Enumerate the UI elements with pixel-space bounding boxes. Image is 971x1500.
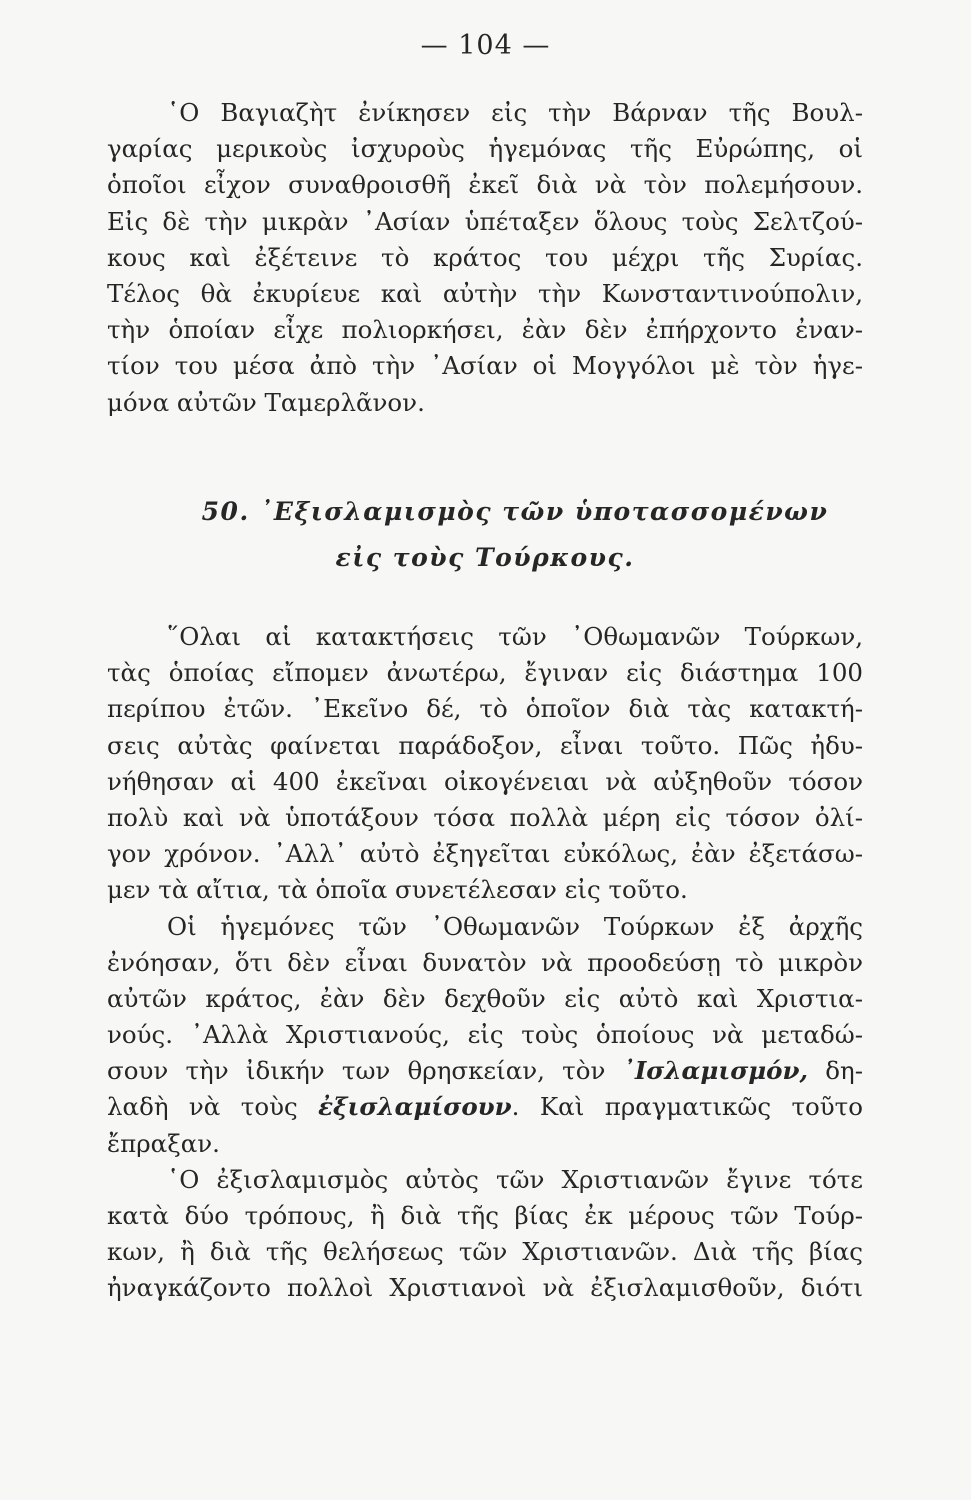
section-heading-line-1: 50. ᾿Εξισλαμισμὸς τῶν ὑποτασσομένων: [201, 497, 829, 526]
text-fragment: δη-: [808, 1056, 863, 1086]
text-line: ἠναγκάζοντο πολλοὶ Χριστιανοὶ νὰ ἐξισλαμισθοῦν, διότι: [107, 1273, 863, 1303]
text-line: ῞Ολαι αἱ κατακτήσεις τῶν ᾿Οθωμανῶν Τούρκων,: [167, 622, 863, 651]
text-line: πολὺ καὶ νὰ ὑποτάξουν τόσα πολλὰ μέρη εἰς τόσον ὀλί-: [107, 802, 863, 832]
text-line: Οἱ ἡγεμόνες τῶν ᾿Οθωμανῶν Τούρκων ἐξ ἀρχῆς: [167, 911, 863, 941]
text-line: τίον του μέσα ἀπὸ τὴν ᾿Ασίαν οἱ Μογγόλοι μὲ τὸν ἡγε-: [107, 351, 863, 381]
text-line: [107, 1089, 863, 1125]
page-number: — 104 —: [420, 30, 551, 61]
text-line: περίπου ἐτῶν. ᾿Εκεῖνο δέ, τὸ ὁποῖον διὰ τὰς κατακτή-: [107, 694, 863, 724]
paragraph-1: [107, 95, 863, 421]
text-line: ῾Ο Βαγιαζὴτ ἐνίκησεν εἰς τὴν Βάρναν τῆς Βουλ-: [167, 98, 863, 127]
section-heading-line-2: εἰς τοὺς Τούρκους.: [335, 543, 635, 572]
paragraph-2: [107, 619, 863, 909]
text-line: ὁποῖοι εἶχον συναθροισθῆ ἐκεῖ διὰ νὰ τὸν πολεμήσουν.: [107, 170, 863, 200]
text-line: ἐνόησαν, ὅτι δὲν εἶναι δυνατὸν νὰ προοδεύσῃ τὸ μικρὸν: [107, 947, 863, 977]
text-line: μόνα αὐτῶν Ταμερλᾶνον.: [107, 387, 425, 417]
paragraph-4: [107, 1162, 863, 1307]
text-line: κατὰ δύο τρόπους, ἢ διὰ τῆς βίας ἐκ μέρους τῶν Τούρ-: [107, 1201, 863, 1230]
text-line: σεις αὐτὰς φαίνεται παράδοξον, εἶναι τοῦτο. Πῶς ἠδυ-: [107, 730, 863, 760]
text-line: μεν τὰ αἴτια, τὰ ὁποῖα συνετέλεσαν εἰς τοῦτο.: [107, 875, 688, 905]
text-fragment: . Καὶ πραγματικῶς τοῦτο: [511, 1092, 863, 1122]
text-line: κων, ἢ διὰ τῆς θελήσεως τῶν Χριστιανῶν. Διὰ τῆς βίας: [107, 1237, 863, 1267]
text-line: νήθησαν αἱ 400 ἐκεῖναι οἰκογένειαι νὰ αὐξηθοῦν τόσον: [107, 766, 863, 796]
text-line: νούς. ᾿Αλλὰ Χριστιανούς, εἰς τοὺς ὁποίους νὰ μεταδώ-: [107, 1020, 863, 1050]
text-line: τὰς ὁποίας εἴπομεν ἀνωτέρω, ἔγιναν εἰς διάστημα 100: [107, 658, 863, 688]
text-line: γον χρόνον. ᾿Αλλ᾿ αὐτὸ ἐξηγεῖται εὐκόλως, ἐὰν ἐξετάσω-: [107, 839, 863, 869]
emphasis-islamize: ἐξισλαμίσουν: [318, 1092, 512, 1122]
emphasis-islamism: ᾿Ισλαμισμόν,: [622, 1056, 809, 1086]
paragraph-3: [107, 909, 863, 1162]
section-heading: [107, 492, 863, 578]
text-line: Τέλος θὰ ἐκυρίευε καὶ αὐτὴν τὴν Κωνσταντινούπολιν,: [107, 278, 863, 308]
text-line: Εἰς δὲ τὴν μικρὰν ᾿Ασίαν ὑπέταξεν ὅλους τοὺς Σελτζού-: [107, 206, 863, 236]
text-fragment: λαδὴ νὰ τοὺς: [107, 1092, 319, 1122]
text-line: [107, 1053, 863, 1089]
text-line: αὐτῶν κράτος, ἐὰν δὲν δεχθοῦν εἰς αὐτὸ καὶ Χριστια-: [107, 983, 863, 1013]
text-line: τὴν ὁποίαν εἶχε πολιορκήσει, ἐὰν δὲν ἐπήρχοντο ἐναν-: [107, 315, 863, 345]
text-line: ῾Ο ἐξισλαμισμὸς αὐτὸς τῶν Χριστιανῶν ἔγινε τότε: [167, 1164, 863, 1194]
body-text: [107, 619, 863, 1307]
text-line: ἔπραξαν.: [107, 1128, 220, 1158]
text-line: κους καὶ ἐξέτεινε τὸ κράτος του μέχρι τῆς Συρίας.: [107, 242, 863, 272]
text-line: γαρίας μερικοὺς ἰσχυροὺς ἡγεμόνας τῆς Εὐρώπης, οἱ: [107, 134, 863, 164]
text-fragment: σουν τὴν ἰδικήν των θρησκείαν, τὸν: [107, 1056, 623, 1086]
